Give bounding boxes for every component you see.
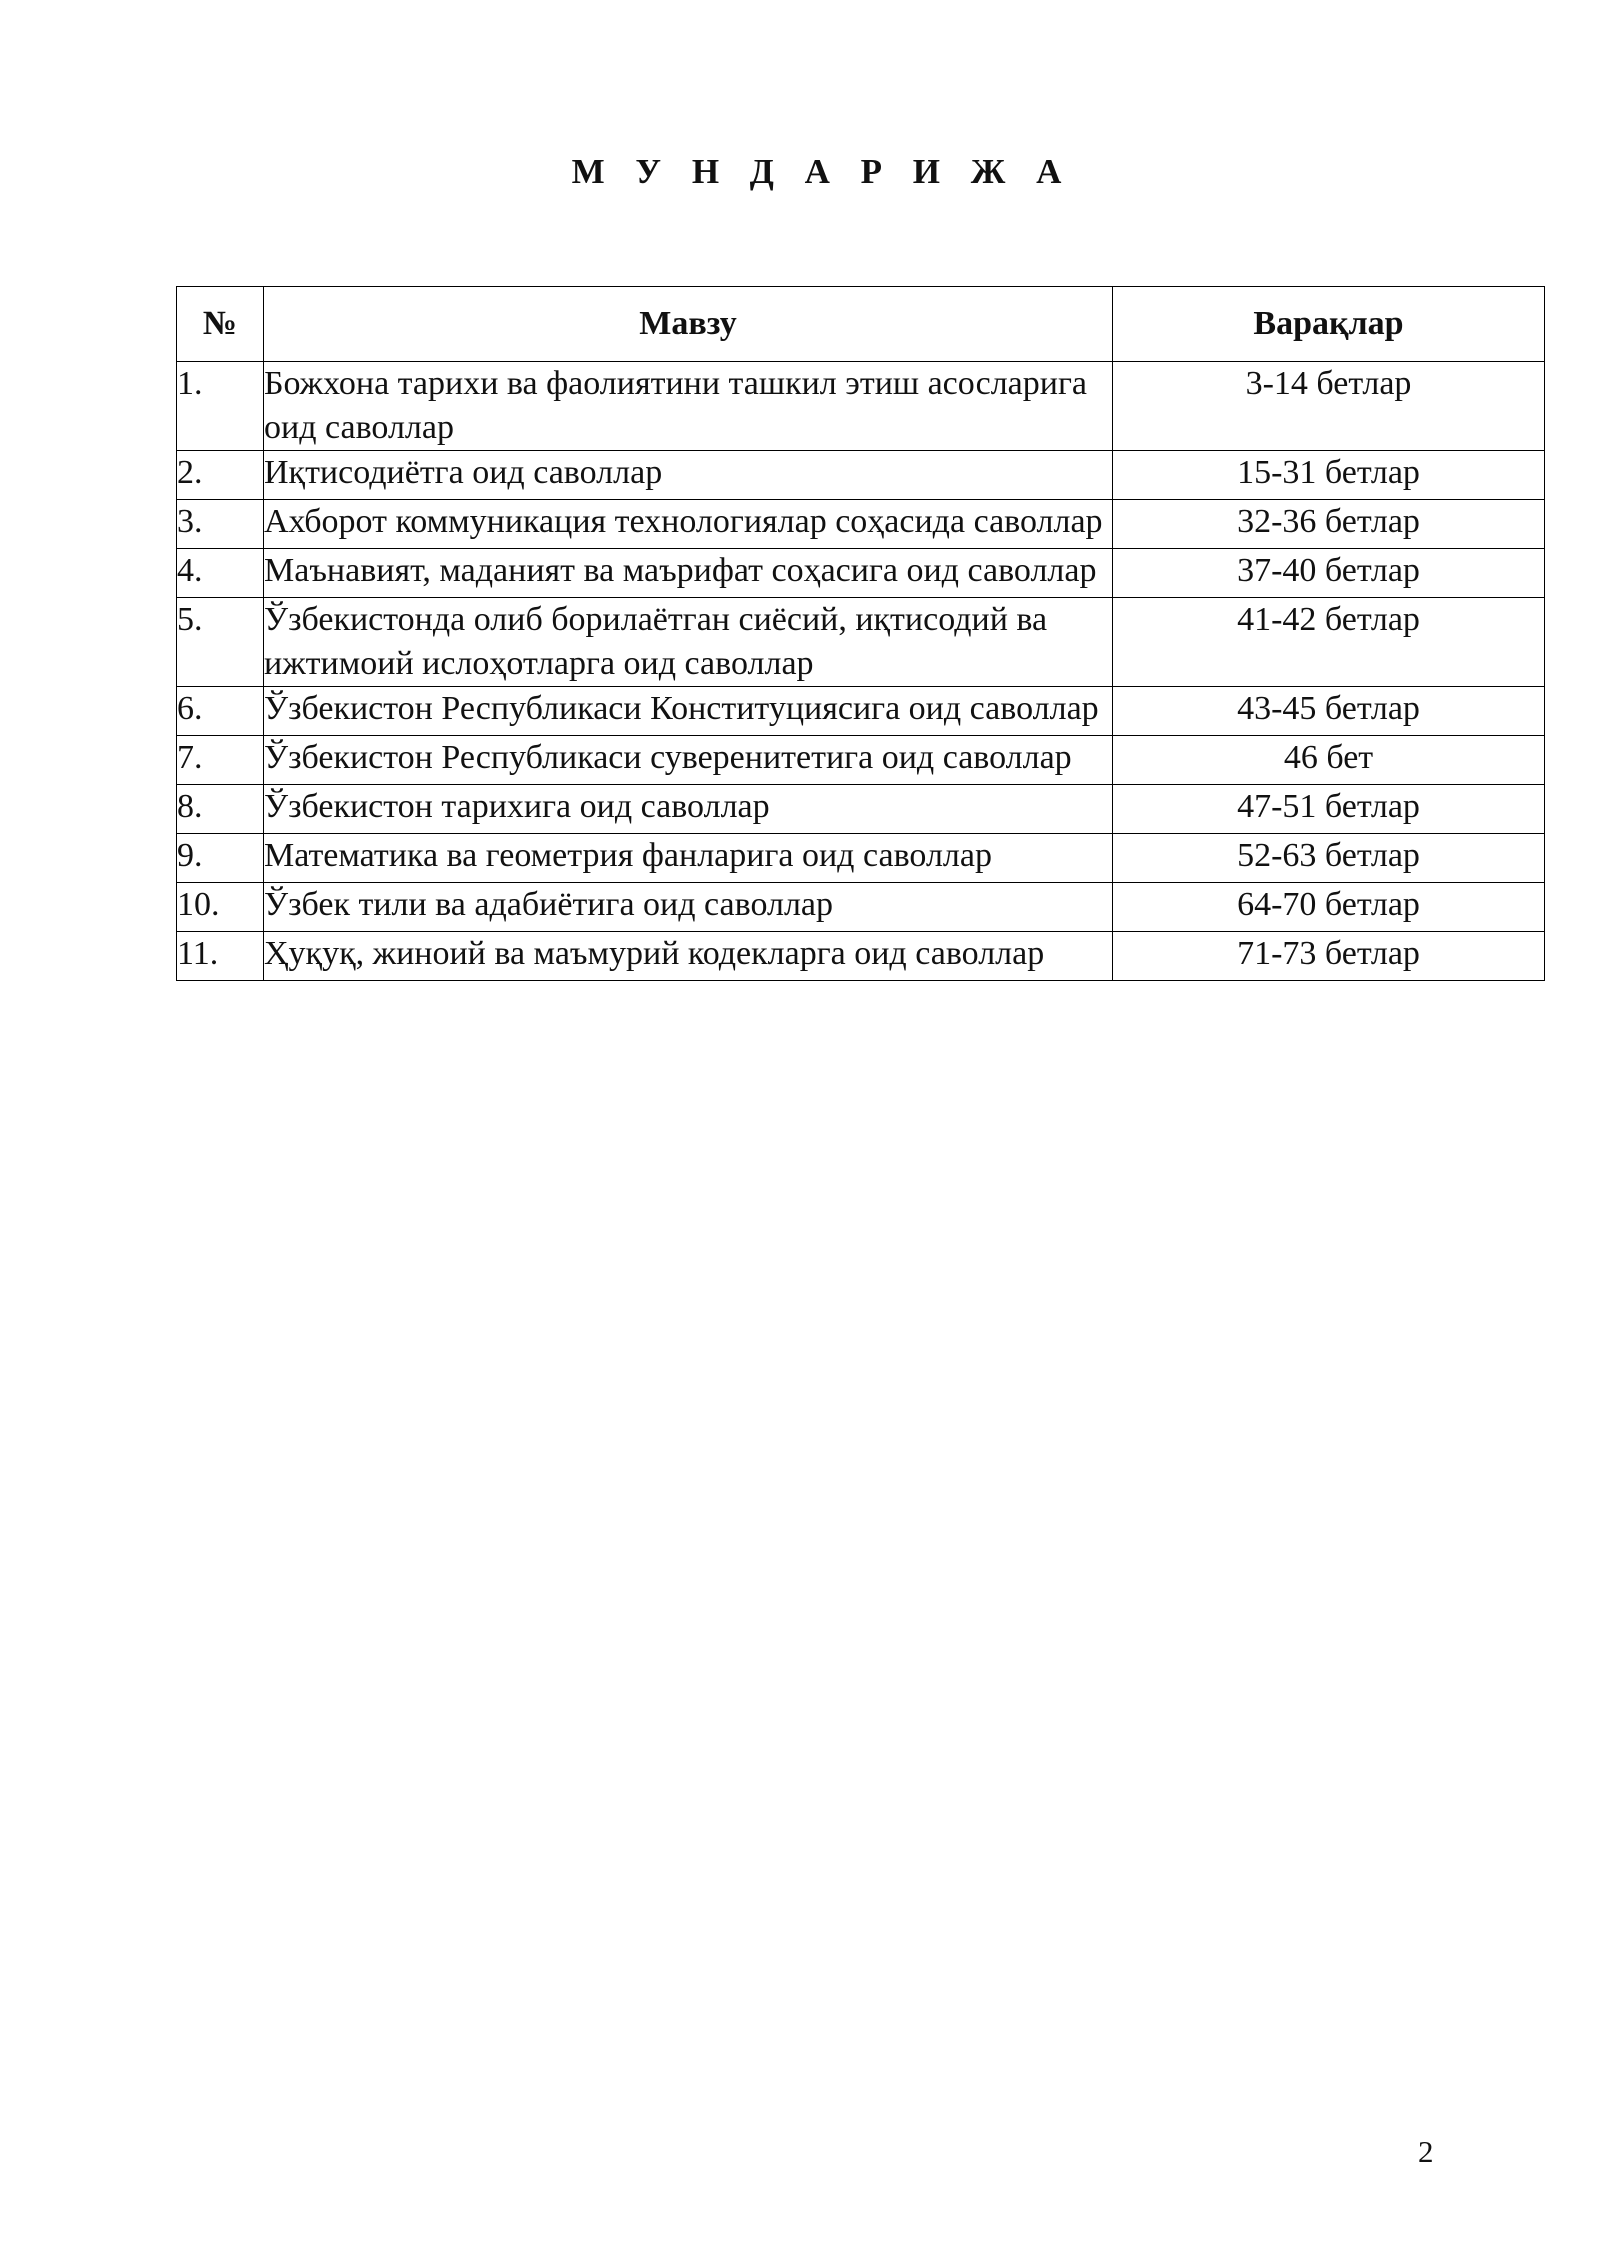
row-number: 3.: [177, 500, 264, 549]
row-number: 5.: [177, 598, 264, 687]
row-pages: 52-63 бетлар: [1113, 834, 1545, 883]
header-number: №: [177, 287, 264, 362]
row-topic: Маънавият, маданият ва маърифат соҳасига оид саволлар: [264, 549, 1113, 598]
table-row: [177, 598, 1545, 687]
table-header-row: [177, 287, 1545, 362]
row-topic: Ҳуқуқ, жиноий ва маъмурий кодекларга оид саволлар: [264, 932, 1113, 981]
page-number: 2: [1418, 2134, 1434, 2169]
row-pages: 43-45 бетлар: [1113, 687, 1545, 736]
row-number: 2.: [177, 451, 264, 500]
row-pages: 47-51 бетлар: [1113, 785, 1545, 834]
row-pages: 37-40 бетлар: [1113, 549, 1545, 598]
table-row: [177, 451, 1545, 500]
row-topic: Божхона тарихи ва фаолиятини ташкил этиш асосларига оид саволлар: [264, 362, 1113, 451]
row-pages: 3-14 бетлар: [1113, 362, 1545, 451]
row-topic: Ахборот коммуникация технологиялар соҳасида саволлар: [264, 500, 1113, 549]
table-row: [177, 883, 1545, 932]
table-row: [177, 549, 1545, 598]
row-number: 9.: [177, 834, 264, 883]
row-number: 8.: [177, 785, 264, 834]
row-number: 6.: [177, 687, 264, 736]
row-pages: 32-36 бетлар: [1113, 500, 1545, 549]
row-pages: 15-31 бетлар: [1113, 451, 1545, 500]
table-row: [177, 932, 1545, 981]
row-topic: Иқтисодиётга оид саволлар: [264, 451, 1113, 500]
row-number: 11.: [177, 932, 264, 981]
row-number: 10.: [177, 883, 264, 932]
row-topic: Ўзбекистон тарихига оид саволлар: [264, 785, 1113, 834]
row-topic: Ўзбек тили ва адабиётига оид саволлар: [264, 883, 1113, 932]
table-row: [177, 687, 1545, 736]
header-topic: Мавзу: [264, 287, 1113, 362]
row-number: 7.: [177, 736, 264, 785]
row-topic: Ўзбекистон Республикаси суверенитетига оид саволлар: [264, 736, 1113, 785]
table-row: [177, 736, 1545, 785]
row-pages: 41-42 бетлар: [1113, 598, 1545, 687]
table-row: [177, 834, 1545, 883]
row-topic: Ўзбекистон Республикаси Конституциясига оид саволлар: [264, 687, 1113, 736]
row-topic: Ўзбекистонда олиб борилаётган сиёсий, иқтисодий ва ижтимоий ислоҳотларга оид саволлар: [264, 598, 1113, 687]
row-pages: 64-70 бетлар: [1113, 883, 1545, 932]
header-pages: Варақлар: [1113, 287, 1545, 362]
table-of-contents: [176, 286, 1545, 981]
row-number: 4.: [177, 549, 264, 598]
page-title: М У Н Д А Р И Ж А: [571, 152, 1073, 191]
table-row: [177, 500, 1545, 549]
row-number: 1.: [177, 362, 264, 451]
row-topic: Математика ва геометрия фанларига оид саволлар: [264, 834, 1113, 883]
table-row: [177, 785, 1545, 834]
row-pages: 71-73 бетлар: [1113, 932, 1545, 981]
table-row: [177, 362, 1545, 451]
row-pages: 46 бет: [1113, 736, 1545, 785]
